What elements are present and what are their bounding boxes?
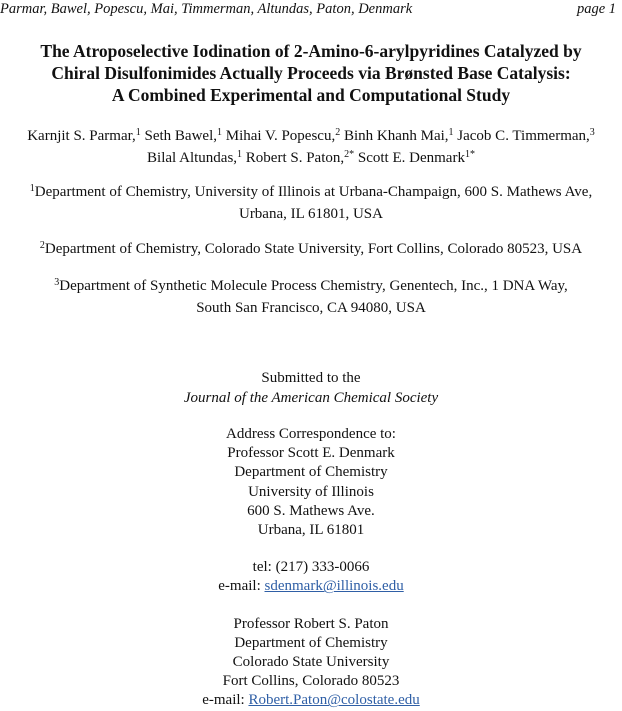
author-affiliation-mark: 2: [335, 127, 341, 138]
author-name: Jacob C. Timmerman,: [457, 128, 590, 144]
journal-name: Journal of the American Chemical Society: [183, 390, 439, 406]
submission-note: [0, 368, 622, 408]
title-line-1: The Atroposelective Iodination of 2-Amino-6-arylpyridines Catalyzed by: [40, 41, 582, 61]
author-affiliation-mark: 1*: [464, 149, 475, 160]
contact-1-univ: University of Illinois: [248, 483, 374, 500]
author-affiliation-mark: 2*: [344, 149, 355, 160]
author-affiliation-mark: 1: [448, 127, 454, 138]
author-name: Bilal Altundas,: [147, 150, 238, 166]
running-head-authors: Parmar, Bawel, Popescu, Mai, Timmerman, Altundas, Paton, Denmark: [0, 1, 413, 17]
contact-1-name: Professor Scott E. Denmark: [227, 445, 395, 462]
email-label: e-mail:: [202, 692, 245, 709]
author-list: [0, 125, 622, 169]
affiliation-text-line2: Urbana, IL 61801, USA: [238, 206, 383, 222]
author-line-1: [0, 125, 622, 147]
author-name: Mihai V. Popescu,: [225, 128, 336, 144]
affiliation-mark: 3: [54, 277, 60, 288]
title-line-3: A Combined Experimental and Computational Study: [111, 85, 511, 105]
affiliation-text-line2: South San Francisco, CA 94080, USA: [196, 300, 426, 316]
contact-2-dept: Department of Chemistry: [234, 634, 388, 651]
affiliation-text: Department of Chemistry, University of Illinois at Urbana-Champaign, 600 S. Mathews Ave,: [34, 184, 593, 200]
author-affiliation-mark: 1: [217, 127, 222, 138]
author-name: Karnjit S. Parmar,: [27, 128, 136, 144]
author-affiliation-mark: 1: [237, 149, 243, 160]
affiliation-1: [0, 181, 622, 225]
affiliation-3: [0, 275, 622, 319]
contact-2-univ: Colorado State University: [232, 654, 390, 671]
author-affiliation-mark: 3: [589, 127, 595, 138]
submitted-to: Submitted to the: [261, 370, 361, 386]
contact-2-email-line: [0, 691, 622, 710]
title-line-2: Chiral Disulfonimides Actually Proceeds via Brønsted Base Catalysis:: [51, 63, 571, 83]
affiliation-2: [0, 238, 622, 260]
contact-2-city: Fort Collins, Colorado 80523: [222, 673, 400, 690]
author-line-2: [0, 147, 622, 169]
contact-1-dept: Department of Chemistry: [234, 464, 388, 481]
contact-1-email-link[interactable]: sdenmark@illinois.edu: [264, 578, 404, 595]
contact-1-email-line: [0, 577, 622, 596]
email-label: e-mail:: [218, 578, 261, 595]
running-head: [0, 0, 622, 20]
author-affiliation-mark: 1: [135, 127, 141, 138]
paper-title: [0, 40, 622, 106]
author-name: Robert S. Paton,: [245, 150, 345, 166]
contact-2-name: Professor Robert S. Paton: [233, 615, 389, 632]
author-name: Seth Bawel,: [144, 128, 217, 144]
author-name: Binh Khanh Mai,: [343, 128, 449, 144]
author-name: Scott E. Denmark: [357, 150, 465, 166]
page-number: page 1: [576, 1, 616, 17]
affiliation-mark: 1: [29, 183, 35, 194]
affiliation-mark: 2: [39, 240, 45, 251]
affiliation-text: Department of Chemistry, Colorado State University, Fort Collins, Colorado 80523, USA: [44, 241, 583, 257]
correspondence-block: [0, 425, 622, 711]
contact-2-email-link[interactable]: Robert.Paton@colostate.edu: [248, 692, 420, 709]
contact-1-city: Urbana, IL 61801: [257, 522, 365, 539]
correspondence-heading: Address Correspondence to:: [226, 426, 396, 442]
contact-1-tel: tel: (217) 333-0066: [252, 559, 370, 576]
contact-1-street: 600 S. Mathews Ave.: [247, 502, 375, 519]
affiliation-text: Department of Synthetic Molecule Process Chemistry, Genentech, Inc., 1 DNA Way,: [59, 278, 568, 294]
